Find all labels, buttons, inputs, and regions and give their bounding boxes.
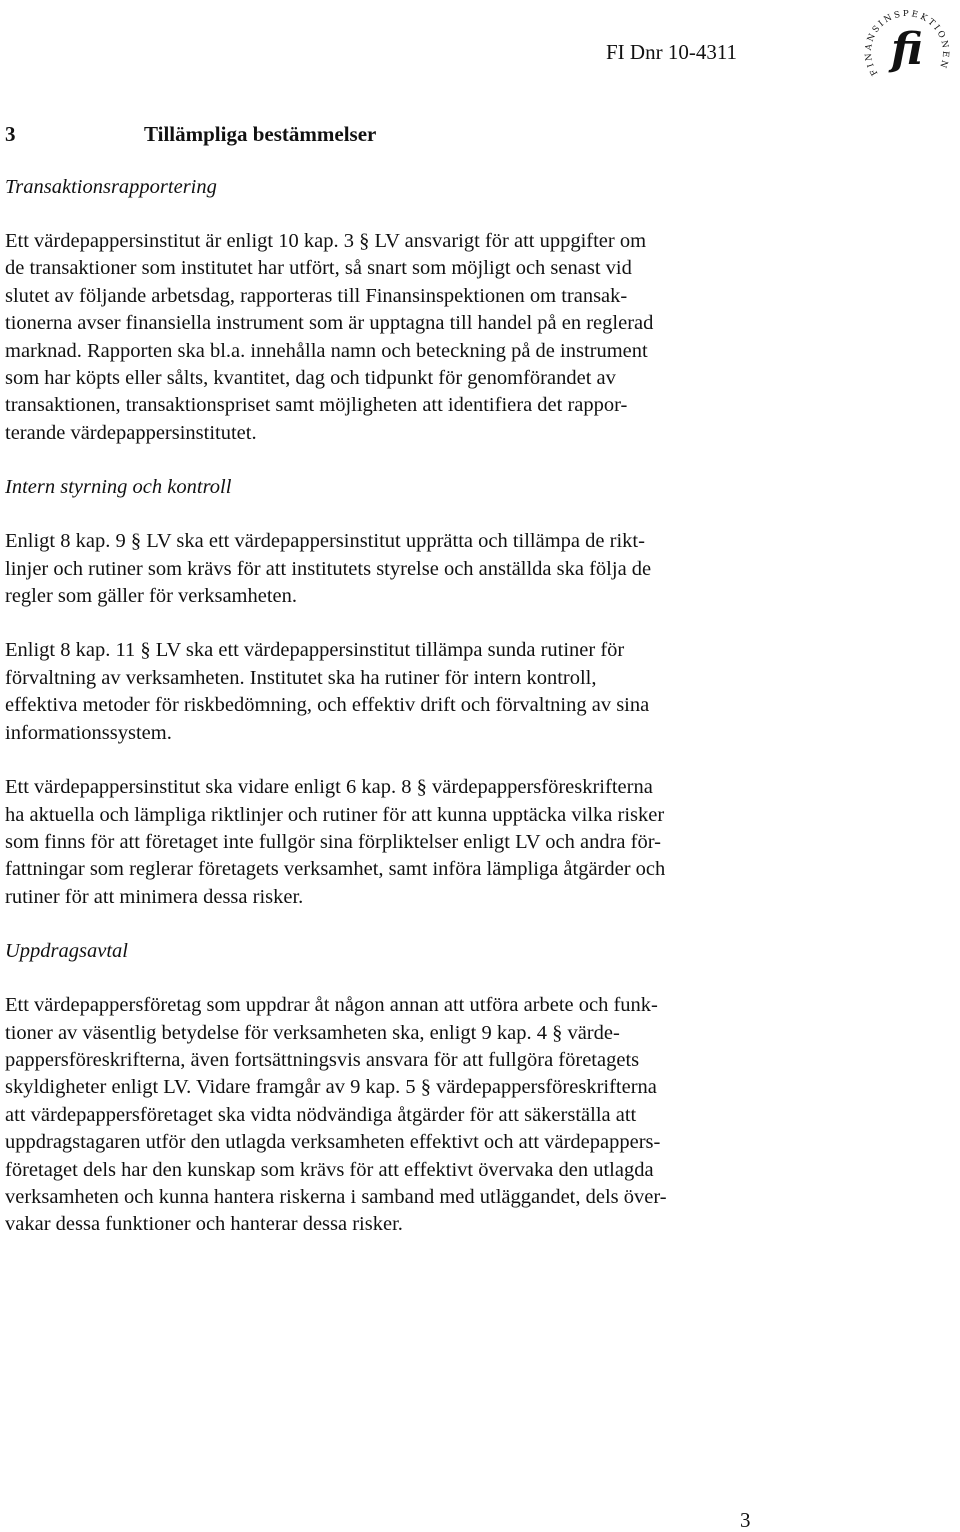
paragraph-line: som finns för att företaget inte fullgör sina förpliktelser enligt LV och andra för- — [5, 830, 661, 853]
paragraph-line: Ett värdepappersföretag som uppdrar åt någon annan att utföra arbete och funk- — [5, 994, 658, 1017]
section-heading — [5, 120, 785, 148]
paragraph-line: transaktionen, transaktionspriset samt möjligheten att identifiera det rappor- — [5, 394, 628, 417]
logo-mark-text: fi — [891, 24, 923, 75]
paragraph-line: Ett värdepappersinstitut ska vidare enligt 6 kap. 8 § värdepappersföreskrifterna — [5, 776, 653, 799]
paragraph — [5, 228, 785, 447]
paragraph-line: Enligt 8 kap. 11 § LV ska ett värdepappersinstitut tillämpa sunda rutiner för — [5, 639, 625, 662]
finansinspektionen-logo — [864, 0, 960, 92]
paragraph-line: informationssystem. — [5, 721, 172, 744]
paragraph-line: terande värdepappersinstitutet. — [5, 421, 257, 444]
paragraph-line: tionerna avser finansiella instrument som är upptagna till handel på en reglerad — [5, 312, 654, 335]
document-body — [5, 120, 785, 1266]
paragraph — [5, 992, 785, 1239]
paragraph-line: förvaltning av verksamheten. Institutet ska ha rutiner för intern kontroll, — [5, 666, 597, 689]
paragraph-line: marknad. Rapporten ska bl.a. innehålla namn och beteckning på de instrument — [5, 339, 648, 362]
subsection-heading: Uppdragsavtal — [5, 940, 128, 963]
paragraph-line: fattningar som reglerar företagets verksamhet, samt införa lämpliga åtgärder och — [5, 858, 666, 881]
logo-icon — [864, 0, 960, 92]
paragraph-line: effektiva metoder för riskbedömning, och effektiv drift och förvaltning av sina — [5, 694, 650, 717]
paragraph-line: regler som gäller för verksamheten. — [5, 585, 298, 608]
paragraph-line: de transaktioner som institutet har utfört, så snart som möjligt och senast vid — [5, 257, 632, 280]
paragraph — [5, 637, 785, 747]
paragraph-line: tioner av väsentlig betydelse för verksamheten ska, enligt 9 kap. 4 § värde- — [5, 1021, 620, 1044]
subsection-heading: Intern styrning och kontroll — [5, 476, 232, 499]
section-title: Tillämpliga bestämmelser — [144, 122, 377, 146]
subsections — [5, 174, 785, 1239]
paragraph — [5, 528, 785, 610]
paragraph-line: ha aktuella och lämpliga riktlinjer och rutiner för att kunna upptäcka vilka risker — [5, 803, 665, 826]
paragraph-line: att värdepappersföretaget ska vidta nödvändiga åtgärder för att säkerställa att — [5, 1103, 637, 1126]
document-reference: FI Dnr 10-4311 — [606, 40, 738, 64]
paragraph-line: pappersföreskrifterna, även fortsättningsvis ansvara för att fullgöra företagets — [5, 1048, 640, 1071]
paragraph-line: rutiner för att minimera dessa risker. — [5, 885, 304, 908]
paragraph-line: linjer och rutiner som krävs för att institutets styrelse och anställda ska följa de — [5, 557, 652, 580]
section-number: 3 — [5, 122, 16, 146]
paragraph-line: verksamheten och kunna hantera riskerna i samband med utläggandet, dels över- — [5, 1185, 667, 1208]
paragraph-line: uppdragstagaren utför den utlagda verksamheten effektivt och att värdepappers- — [5, 1131, 661, 1154]
page-number: 3 — [740, 1508, 751, 1532]
paragraph-line: Ett värdepappersinstitut är enligt 10 kap. 3 § LV ansvarigt för att uppgifter om — [5, 230, 647, 252]
subsection-heading: Transaktionsrapportering — [5, 176, 217, 198]
paragraph-line: företaget dels har den kunskap som krävs för att effektivt övervaka den utlagda — [5, 1158, 654, 1181]
paragraph-line: som har köpts eller sålts, kvantitet, dag och tidpunkt för genomförandet av — [5, 367, 616, 390]
paragraph-line: slutet av följande arbetsdag, rapporteras till Finansinspektionen om transak- — [5, 284, 628, 307]
paragraph — [5, 774, 785, 911]
paragraph-line: Enligt 8 kap. 9 § LV ska ett värdepappersinstitut upprätta och tillämpa de rikt- — [5, 530, 645, 553]
paragraph-line: vakar dessa funktioner och hanterar dessa risker. — [5, 1213, 403, 1236]
paragraph-line: skyldigheter enligt LV. Vidare framgår av 9 kap. 5 § värdepappersföreskrifterna — [5, 1076, 657, 1099]
logo-arc-text: FINANSINSPEKTIONEN — [864, 9, 951, 78]
